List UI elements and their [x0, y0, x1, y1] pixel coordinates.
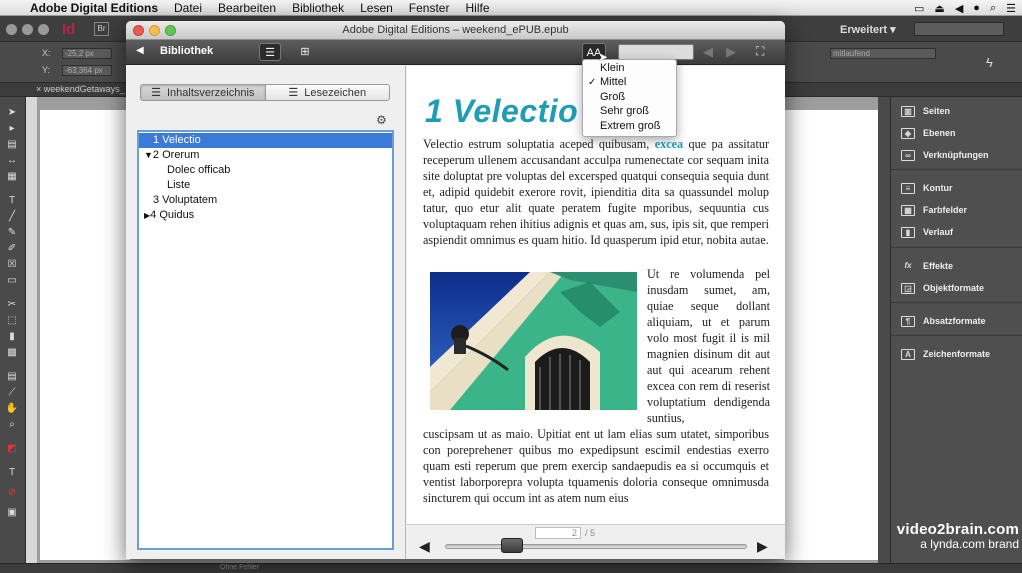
document-page-right [784, 110, 878, 560]
chevron-down-icon: ▾ [890, 24, 896, 36]
selection-tool-icon[interactable]: ➤ [7, 107, 17, 118]
chapter-title: 1 Velectio [425, 93, 579, 129]
panel-label: Kontur [923, 183, 953, 193]
panel-verknuepfungen[interactable] [901, 147, 989, 163]
font-size-mittel[interactable]: Mittel [600, 76, 627, 88]
menu-bearbeiten[interactable]: Bearbeiten [218, 0, 277, 15]
scissors-tool-icon[interactable]: ✂ [7, 299, 17, 310]
prev-page-arrow-icon[interactable]: ◀ [419, 538, 430, 554]
panel-label: Verknüpfungen [923, 150, 989, 160]
preflight-status[interactable]: Ohne Fehler [220, 564, 259, 571]
watermark-line1: video2brain.com [896, 521, 1019, 538]
menu-bibliothek[interactable]: Bibliothek [292, 0, 345, 15]
zoom-tool-icon[interactable]: ⌕ [9, 419, 15, 430]
paragraph-2: Ut re volumenda pel inusdam sumet, am, quiae seque dollant aliquiam, ut et parum volo most fugit il is mil magnien disinum dit aut aut qui acearum rehent excea con rem di reserist voluptatium dendigenda suntius, [647, 267, 770, 425]
menu-hilfe[interactable]: Hilfe [465, 0, 490, 15]
prev-page-icon[interactable]: ◀ [703, 44, 713, 59]
mac-menubar [0, 0, 1022, 16]
panel-label: Verlauf [923, 227, 954, 237]
close-window-icon[interactable] [6, 24, 17, 35]
toc-item[interactable] [139, 208, 392, 223]
indesign-status-bar [0, 563, 1022, 573]
panel-divider [891, 247, 1022, 248]
workspace-switcher[interactable] [840, 23, 896, 36]
pencil-tool-icon[interactable]: ✐ [7, 243, 17, 254]
bookmark-list-icon: ☰ [288, 87, 299, 99]
paragraph-1 [423, 136, 769, 248]
checkmark-icon: ✓ [588, 77, 597, 88]
panel-zeichenformate[interactable] [901, 346, 990, 362]
tools-panel [0, 97, 26, 563]
tab-bookmarks[interactable] [265, 85, 390, 100]
note-tool-icon[interactable]: ▤ [7, 371, 17, 382]
close-icon[interactable] [133, 25, 144, 36]
y-coord-label: Y: [42, 65, 51, 75]
minimize-window-icon[interactable] [22, 24, 33, 35]
fill-stroke-icon[interactable]: ◩ [7, 443, 17, 454]
toc-item[interactable] [139, 133, 392, 148]
disclosure-right-icon[interactable]: ▶ [144, 211, 151, 220]
rectangle-tool-icon[interactable]: ▭ [7, 275, 17, 286]
panel-label: Ebenen [923, 128, 956, 138]
workspace-label: Erweitert [840, 24, 888, 36]
font-size-sehr-gross[interactable]: Sehr groß [600, 105, 649, 117]
font-size-klein[interactable]: Klein [600, 62, 625, 74]
eject-icon[interactable]: ⏏ [934, 2, 945, 15]
page-slider-track[interactable] [445, 544, 747, 549]
toc-item-label: 4 Quidus [150, 209, 195, 221]
monitor-icon[interactable]: ▭ [914, 2, 925, 15]
font-size-extrem-gross[interactable]: Extrem groß [600, 120, 661, 132]
document-page [40, 110, 130, 560]
document-tab[interactable] [36, 84, 125, 94]
zoom-window-icon[interactable] [38, 24, 49, 35]
library-button[interactable]: Bibliothek [160, 45, 214, 57]
page-total: / 5 [585, 528, 596, 538]
indesign-logo: Id [62, 21, 76, 38]
mouse-cursor-icon: ➤ [598, 50, 609, 64]
content-collector-icon[interactable]: ▦ [7, 171, 17, 182]
panel-objektformate[interactable] [901, 280, 984, 296]
panel-effekte[interactable] [901, 258, 953, 274]
screen-mode-icon[interactable]: ▣ [7, 507, 17, 518]
vertical-scrollbar[interactable] [878, 97, 890, 563]
video2brain-watermark [895, 521, 1019, 551]
hand-tool-icon[interactable]: ✋ [5, 403, 19, 414]
gear-icon[interactable]: ⚙ [376, 113, 387, 127]
ade-window [126, 21, 785, 559]
panel-label: Objektformate [923, 283, 985, 293]
tab-toc-label: Inhaltsverzeichnis [166, 86, 255, 99]
swatches-icon: ▦ [901, 205, 915, 216]
menu-datei[interactable]: Datei [174, 0, 203, 15]
nav-segmented-control [140, 84, 390, 101]
add-bookmark-icon[interactable]: ⊞ [300, 46, 310, 58]
layers-icon: ◈ [901, 128, 915, 139]
menu-lesen[interactable]: Lesen [360, 0, 393, 15]
type-tool-icon[interactable]: T [8, 195, 16, 206]
toc-item-label: Dolec officab [167, 164, 231, 176]
user-icon[interactable]: ● [973, 2, 980, 14]
apply-none-icon[interactable]: ⊘ [7, 487, 17, 498]
font-size-button[interactable]: AA [582, 43, 606, 61]
paragraph-text: que pa assitatur receperum ullenem accusandant acculpa rumenectate cor sequam inita site doluptat pre voluptas del excersped quatqui consequia sequia dunt et, adipid quidebit exerore rovit, ipienditia dita sa quassundel molup tatur, quo etur alit quate peratem fugite mporibus, sequuntia cus voluptaquam rehen ihitius adignis et quas am, sus, ipis sit, que remperi aspiendit omnimus es quam hitio. Id quasperum ipid etur, nobita autae. [423, 137, 770, 247]
right-panel-dock [890, 97, 1022, 563]
page-tool-icon[interactable]: ▤ [7, 139, 17, 150]
volume-icon[interactable]: ◀ [954, 2, 964, 15]
next-page-arrow-icon[interactable]: ▶ [757, 538, 768, 554]
character-styles-icon: A [901, 349, 915, 360]
toc-item-label: Liste [167, 179, 191, 191]
highlighted-word: excea [654, 137, 684, 151]
links-icon: ∞ [901, 150, 915, 161]
page-slider-thumb[interactable] [501, 538, 523, 553]
rectangle-frame-tool-icon[interactable]: ☒ [7, 259, 17, 270]
panel-farbfelder[interactable] [901, 202, 967, 218]
fullscreen-icon[interactable]: ⛶ [756, 44, 765, 58]
back-arrow-icon[interactable]: ◀ [136, 45, 144, 56]
stroke-icon: ≡ [901, 183, 915, 194]
panel-divider [891, 335, 1022, 336]
reader-footer [407, 524, 785, 559]
panel-label: Effekte [923, 261, 954, 271]
font-size-gross[interactable]: Groß [600, 91, 626, 103]
tab-toc[interactable] [141, 85, 265, 100]
font-size-menu [582, 59, 677, 137]
panel-label: Seiten [923, 106, 951, 116]
paragraph-3: cuscipsam ut as maio. Upitiat ent ut lam elias sum utatet, simporibus con porepreheneт quibus mo expedipsunt escimil endestias exerro quam esti reperum que prem exercip sandaepudis ea si occumquis et ventist laborporepra volupta tquamenis doloria conseque omnimusda sincturem qui occum int as atem num eius [423, 427, 769, 505]
panel-kontur[interactable] [901, 180, 953, 196]
list-view-icon[interactable]: ☰ [259, 43, 281, 61]
minimize-icon[interactable] [149, 25, 160, 36]
document-tab-label: weekendGetaways_ [43, 84, 125, 94]
toc-icon: ☰ [151, 87, 161, 99]
gradient-feather-tool-icon[interactable]: ▩ [7, 347, 17, 358]
toc-item[interactable] [139, 163, 392, 178]
bridge-button[interactable]: Br [94, 22, 109, 36]
panel-divider [891, 169, 1022, 170]
panel-label: Farbfelder [923, 205, 968, 215]
building-photo [430, 272, 637, 410]
fx-icon: fx [904, 260, 912, 270]
toc-item[interactable] [139, 148, 392, 163]
panel-label: Zeichenformate [923, 349, 991, 359]
pages-icon: ▥ [901, 106, 915, 117]
list-icon[interactable]: ☰ [1006, 2, 1016, 15]
y-coord-field[interactable]: -63,364 px [62, 65, 112, 76]
line-tool-icon[interactable]: ╱ [8, 211, 16, 222]
toc-item-label: 1 Velectio [153, 134, 201, 146]
panel-verlauf[interactable] [901, 224, 953, 240]
menu-app-name[interactable]: Adobe Digital Editions [30, 0, 158, 15]
reading-pane [407, 66, 785, 559]
indesign-search-input[interactable] [914, 22, 1004, 36]
gradient-icon: ▮ [901, 227, 915, 238]
lightning-icon[interactable]: ϟ [986, 55, 993, 70]
zoom-icon[interactable] [165, 25, 176, 36]
toc-item-label: 2 Orerum [152, 149, 200, 161]
tab-close-icon[interactable]: × [36, 84, 44, 94]
paragraph-text: Velectio estrum soluptatia aceped quibusam, [423, 137, 650, 151]
free-transform-tool-icon[interactable]: ⬚ [7, 315, 17, 326]
panel-divider [891, 302, 1022, 303]
toc-item-label: 3 Voluptatem [153, 194, 218, 206]
panel-absatzformate[interactable] [901, 313, 986, 329]
paragraph-style-select[interactable]: mitlaufend [830, 48, 936, 59]
toc-item[interactable] [139, 178, 392, 193]
navigation-pane [126, 66, 406, 559]
object-styles-icon: ◲ [901, 283, 915, 294]
x-coord-label: X: [42, 48, 51, 58]
ade-titlebar [126, 21, 785, 40]
x-coord-field[interactable]: -25,2 px [62, 48, 112, 59]
page-number-field[interactable]: 2 [535, 527, 581, 539]
tab-bookmarks-label: Lesezeichen [304, 86, 367, 99]
format-text-icon[interactable]: T [8, 467, 16, 478]
disclosure-down-icon[interactable]: ▼ [144, 150, 153, 160]
spotlight-icon[interactable]: ⌕ [989, 1, 997, 14]
menu-fenster[interactable]: Fenster [408, 0, 450, 15]
gradient-tool-icon[interactable]: ▮ [9, 331, 15, 342]
menubar-status-icons [914, 0, 1016, 16]
panel-label: Absatzformate [923, 316, 986, 326]
paragraph-styles-icon: ¶ [901, 316, 915, 327]
ade-toolbar [126, 40, 785, 65]
panel-seiten[interactable] [901, 103, 950, 119]
page-search-input[interactable] [618, 44, 694, 60]
pen-tool-icon[interactable]: ✎ [7, 227, 17, 238]
panel-ebenen[interactable] [901, 125, 956, 141]
eyedropper-tool-icon[interactable]: ⟋ [8, 387, 16, 398]
direct-selection-tool-icon[interactable]: ▸ [9, 123, 15, 134]
gap-tool-icon[interactable]: ↔ [7, 155, 17, 166]
next-page-icon[interactable]: ▶ [726, 44, 736, 59]
toc-list [137, 130, 394, 550]
toc-item[interactable] [139, 193, 392, 208]
vertical-ruler [26, 97, 38, 563]
window-title: Adobe Digital Editions – weekend_ePUB.epub [342, 24, 569, 36]
watermark-line2: a lynda.com brand [920, 537, 1019, 551]
